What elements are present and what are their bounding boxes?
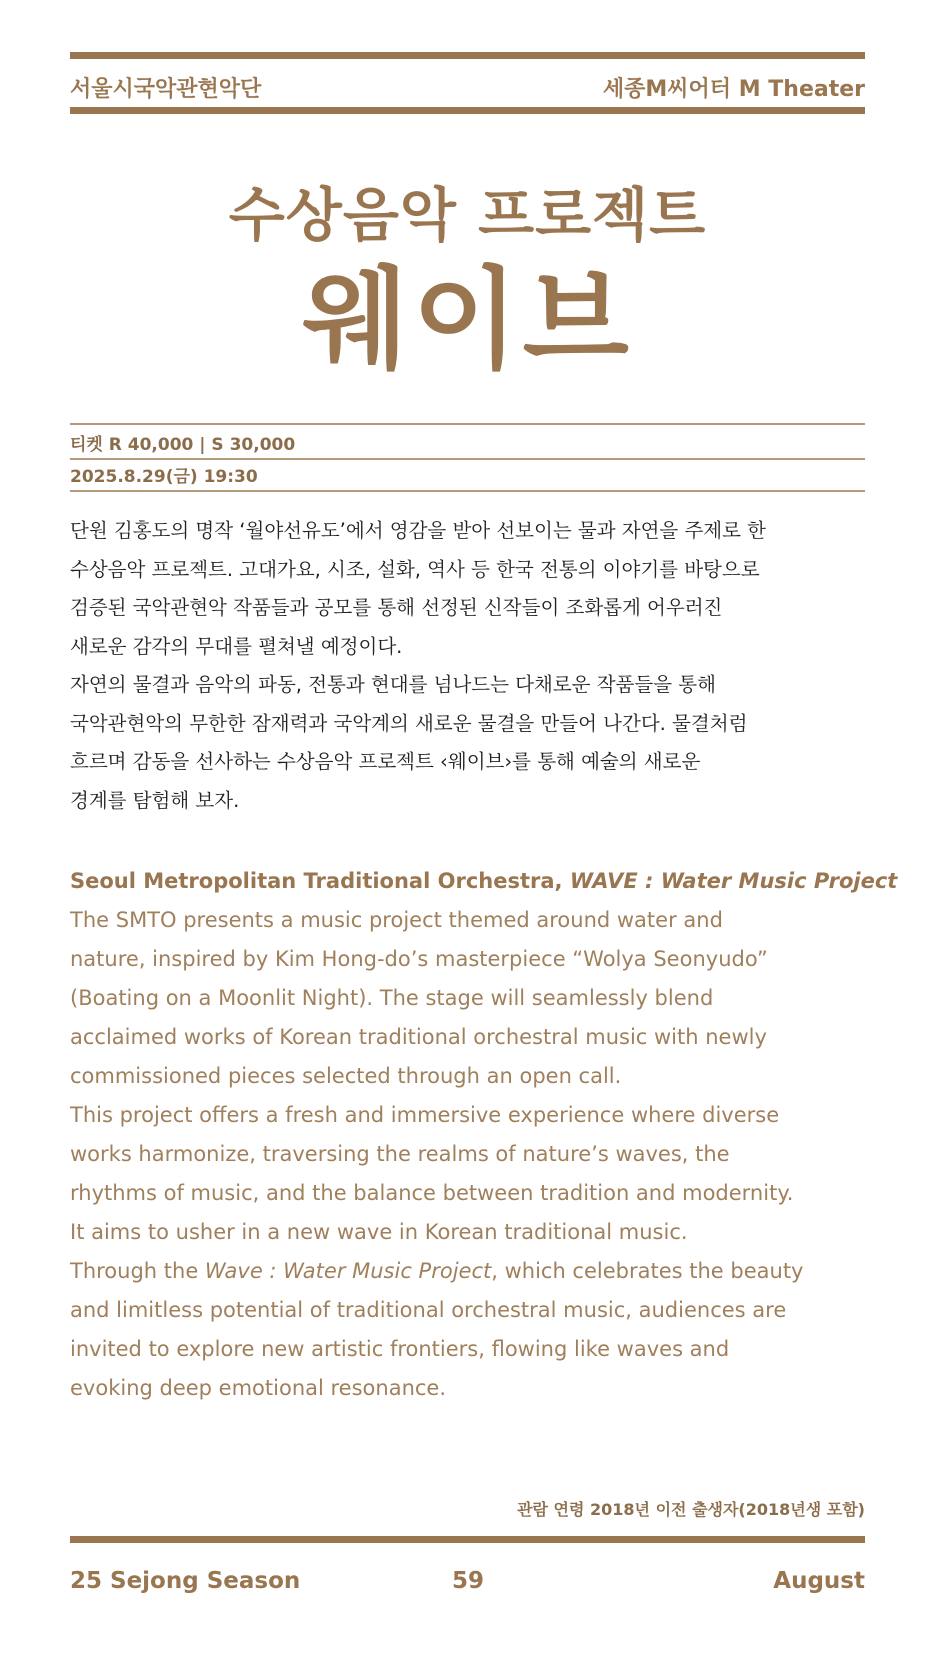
english-line: The SMTO presents a music project themed around water and bbox=[70, 908, 723, 932]
english-line: (Boating on a Moonlit Night). The stage will seamlessly blend bbox=[70, 986, 714, 1010]
english-line: invited to explore new artistic frontiers, flowing like waves and bbox=[70, 1337, 730, 1361]
title-main: 웨이브 bbox=[302, 256, 633, 384]
english-line: evoking deep emotional resonance. bbox=[70, 1376, 447, 1400]
header-organization: 서울시국악관현악단 bbox=[70, 77, 262, 102]
korean-line: 수상음악 프로젝트. 고대가요, 시조, 설화, 역사 등 한국 전통의 이야기를 바탕으로 bbox=[70, 557, 760, 581]
english-line bbox=[70, 1252, 870, 1291]
korean-line: 단원 김홍도의 명작 ‘월야선유도’에서 영감을 받아 선보이는 물과 자연을 주제로 한 bbox=[70, 519, 767, 542]
english-heading bbox=[70, 862, 898, 901]
english-line: commissioned pieces selected through an open call. bbox=[70, 1064, 622, 1088]
english-line: works harmonize, traversing the realms of nature’s waves, the bbox=[70, 1142, 730, 1166]
age-restriction-note: 관람 연령 2018년 이전 출생자(2018년생 포함) bbox=[517, 1500, 865, 1519]
korean-line: 검증된 국악관현악 작품들과 공모를 통해 선정된 신작들이 조화롭게 어우러진 bbox=[70, 596, 723, 619]
english-line-segment: Through the bbox=[70, 1259, 205, 1283]
english-line: acclaimed works of Korean traditional orchestral music with newly bbox=[70, 1025, 767, 1049]
info-rule-bottom bbox=[70, 490, 865, 492]
performance-date: 2025.8.29(금) 19:30 bbox=[70, 467, 258, 487]
footer-month: August bbox=[773, 1568, 865, 1594]
english-description bbox=[70, 862, 898, 1408]
ticket-price: 티켓 R 40,000 | S 30,000 bbox=[70, 435, 296, 455]
english-line: This project offers a fresh and immersive experience where diverse bbox=[70, 1103, 780, 1127]
korean-line: 국악관현악의 무한한 잠재력과 국악계의 새로운 물결을 만들어 나간다. 물결처럼 bbox=[70, 711, 748, 735]
english-line: nature, inspired by Kim Hong-do’s masterpiece “Wolya Seonyudo” bbox=[70, 947, 768, 971]
english-project-title: Wave : Water Music Project bbox=[204, 1259, 492, 1283]
english-line: and limitless potential of traditional orchestral music, audiences are bbox=[70, 1298, 787, 1322]
korean-line: 새로운 감각의 무대를 펼쳐낼 예정이다. bbox=[70, 634, 403, 658]
title-subtitle: 수상음악 프로젝트 bbox=[228, 181, 707, 249]
english-line: It aims to usher in a new wave in Korean traditional music. bbox=[70, 1220, 688, 1244]
footer-season: 25 Sejong Season bbox=[70, 1568, 301, 1594]
english-line-segment: , which celebrates the beauty bbox=[491, 1259, 804, 1283]
info-rule-top bbox=[70, 423, 865, 425]
info-rule-middle bbox=[70, 458, 865, 460]
header-rule bbox=[70, 107, 865, 114]
korean-line: 자연의 물결과 음악의 파동, 전통과 현대를 넘나드는 다채로운 작품들을 통해 bbox=[70, 673, 716, 696]
english-heading-title: WAVE : Water Music Project bbox=[569, 869, 898, 893]
top-rule bbox=[70, 52, 865, 59]
korean-description bbox=[70, 512, 870, 820]
english-line: rhythms of music, and the balance between tradition and modernity. bbox=[70, 1181, 794, 1205]
footer-rule bbox=[70, 1536, 865, 1543]
korean-line: 흐르며 감동을 선사하는 수상음악 프로젝트 ‹웨이브›를 통해 예술의 새로운 bbox=[70, 750, 701, 773]
header-venue: 세종M씨어터 M Theater bbox=[602, 77, 865, 102]
page-number: 59 bbox=[451, 1568, 484, 1594]
korean-line: 경계를 탐험해 보자. bbox=[70, 788, 240, 812]
english-heading-org: Seoul Metropolitan Traditional Orchestra, bbox=[70, 869, 570, 893]
